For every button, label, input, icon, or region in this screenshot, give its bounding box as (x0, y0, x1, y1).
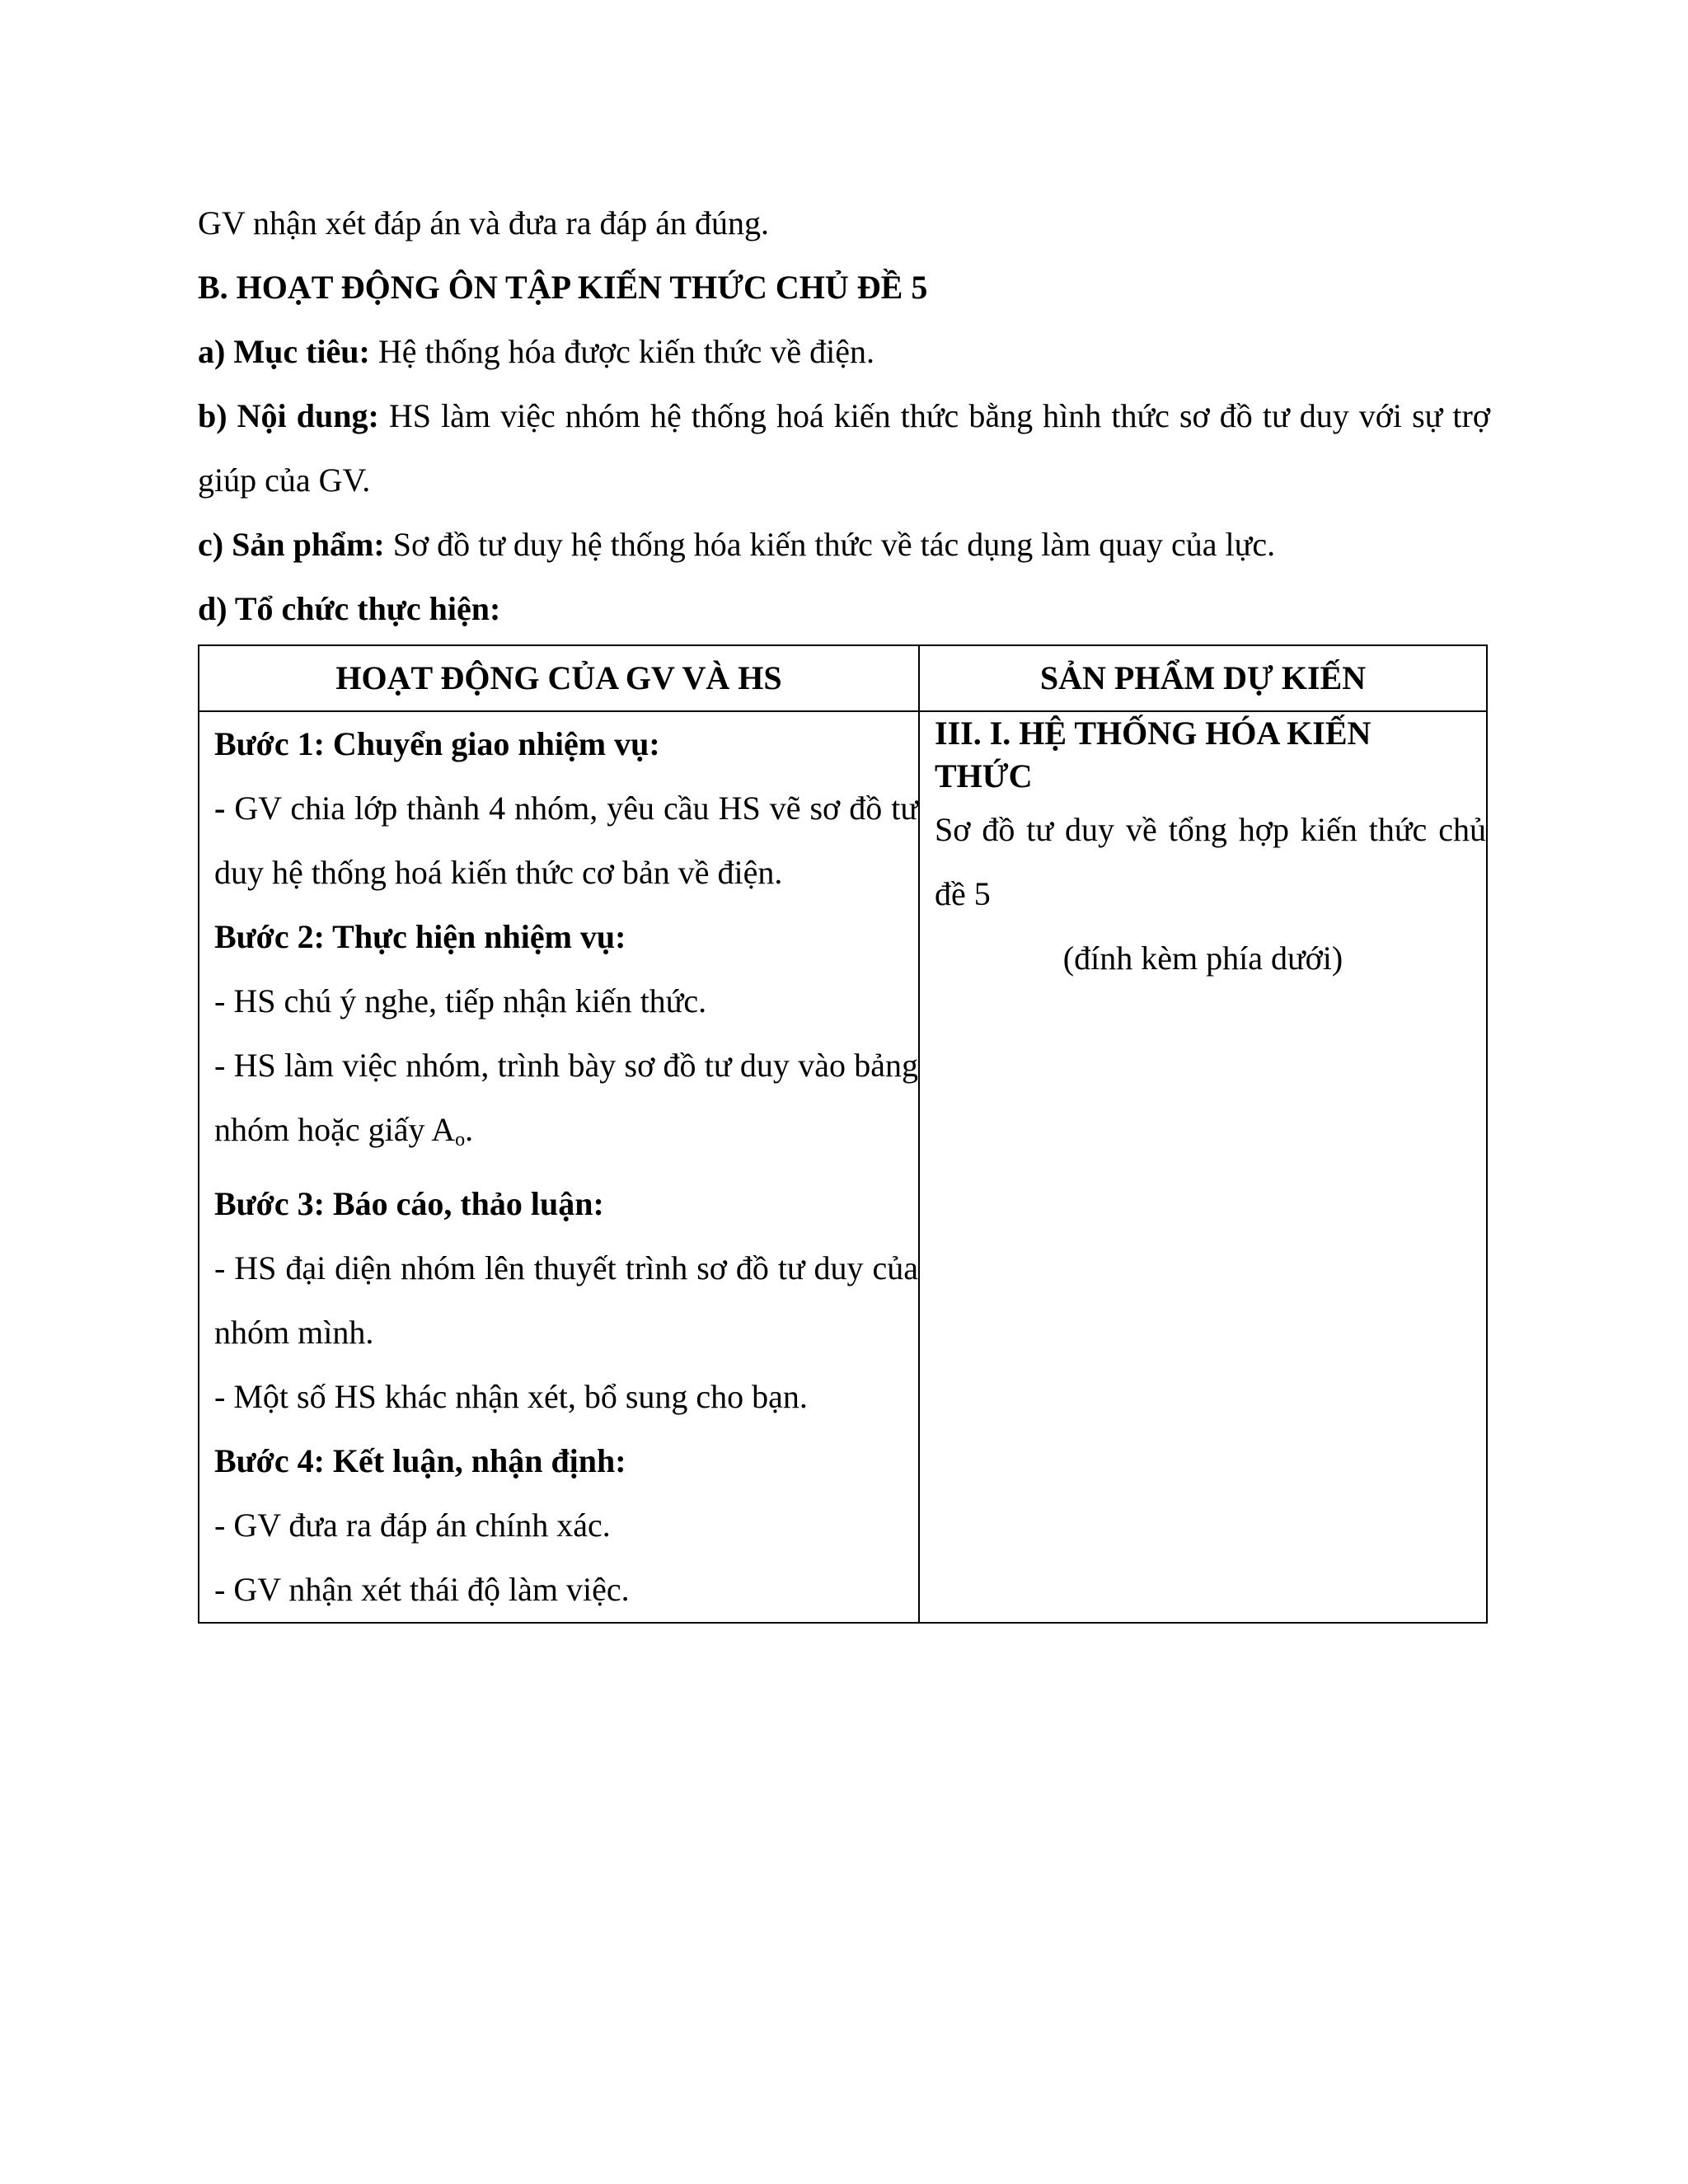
section-title: B. HOẠT ĐỘNG ÔN TẬP KIẾN THỨC CHỦ ĐỀ 5 (198, 269, 928, 306)
step1-item (214, 776, 918, 905)
step1-title: Bước 1: Chuyển giao nhiệm vụ: (214, 725, 660, 762)
product-line (198, 513, 1490, 577)
content-text: HS làm việc nhóm hệ thống hoá kiến thức bằng hình thức sơ đồ tư duy với sự trợ giúp của GV. (198, 397, 1491, 499)
step4-item-1: - GV đưa ra đáp án chính xác. (214, 1507, 611, 1544)
step2-item-2-text: - HS làm việc nhóm, trình bày sơ đồ tư duy vào bảng nhóm hoặc giấy A (214, 1047, 918, 1148)
header-activities: HOẠT ĐỘNG CỦA GV VÀ HS (199, 645, 919, 711)
step3-title: Bước 3: Báo cáo, thảo luận: (214, 1185, 604, 1222)
step2-item-2-sub: o (455, 1129, 466, 1151)
step4-item-2: - GV nhận xét thái độ làm việc. (214, 1571, 630, 1608)
step2-item-2-end: . (465, 1111, 474, 1148)
step1-dash: - (214, 790, 235, 827)
objective-line (198, 320, 1490, 384)
step4-title: Bước 4: Kết luận, nhận định: (214, 1442, 626, 1479)
header-products: SẢN PHẨM DỰ KIẾN (919, 645, 1487, 711)
activity-table (198, 644, 1488, 1624)
content-label: b) Nội dung: (198, 397, 379, 434)
step3-item-2: - Một số HS khác nhận xét, bổ sung cho bạn. (214, 1378, 808, 1415)
step2-item-2 (214, 1033, 918, 1172)
products-cell (919, 711, 1487, 1623)
products-heading: III. I. HỆ THỐNG HÓA KIẾN THỨC (935, 715, 1372, 794)
step3-item-1: - HS đại diện nhóm lên thuyết trình sơ đồ tư duy của nhóm mình. (214, 1249, 918, 1351)
product-text: Sơ đồ tư duy hệ thống hóa kiến thức về tác dụng làm quay của lực. (384, 526, 1276, 563)
products-note: (đính kèm phía dưới) (1062, 940, 1343, 977)
intro-line: GV nhận xét đáp án và đưa ra đáp án đúng. (198, 204, 769, 241)
objective-text: Hệ thống hóa được kiến thức về điện. (369, 333, 874, 370)
content-line (198, 384, 1490, 513)
step2-title: Bước 2: Thực hiện nhiệm vụ: (214, 918, 626, 955)
table-row (199, 711, 1487, 1623)
product-label: c) Sản phẩm: (198, 526, 385, 563)
document-page (198, 191, 1490, 1624)
products-body: Sơ đồ tư duy về tổng hợp kiến thức chủ đề 5 (935, 811, 1486, 912)
table-header-row (199, 645, 1487, 711)
activities-cell (199, 711, 919, 1623)
step2-item-1: - HS chú ý nghe, tiếp nhận kiến thức. (214, 982, 707, 1019)
objective-label: a) Mục tiêu: (198, 333, 370, 370)
step1-text: GV chia lớp thành 4 nhóm, yêu cầu HS vẽ sơ đồ tư duy hệ thống hoá kiến thức cơ bản về điện. (214, 790, 918, 891)
organization-label: d) Tổ chức thực hiện: (198, 590, 501, 627)
